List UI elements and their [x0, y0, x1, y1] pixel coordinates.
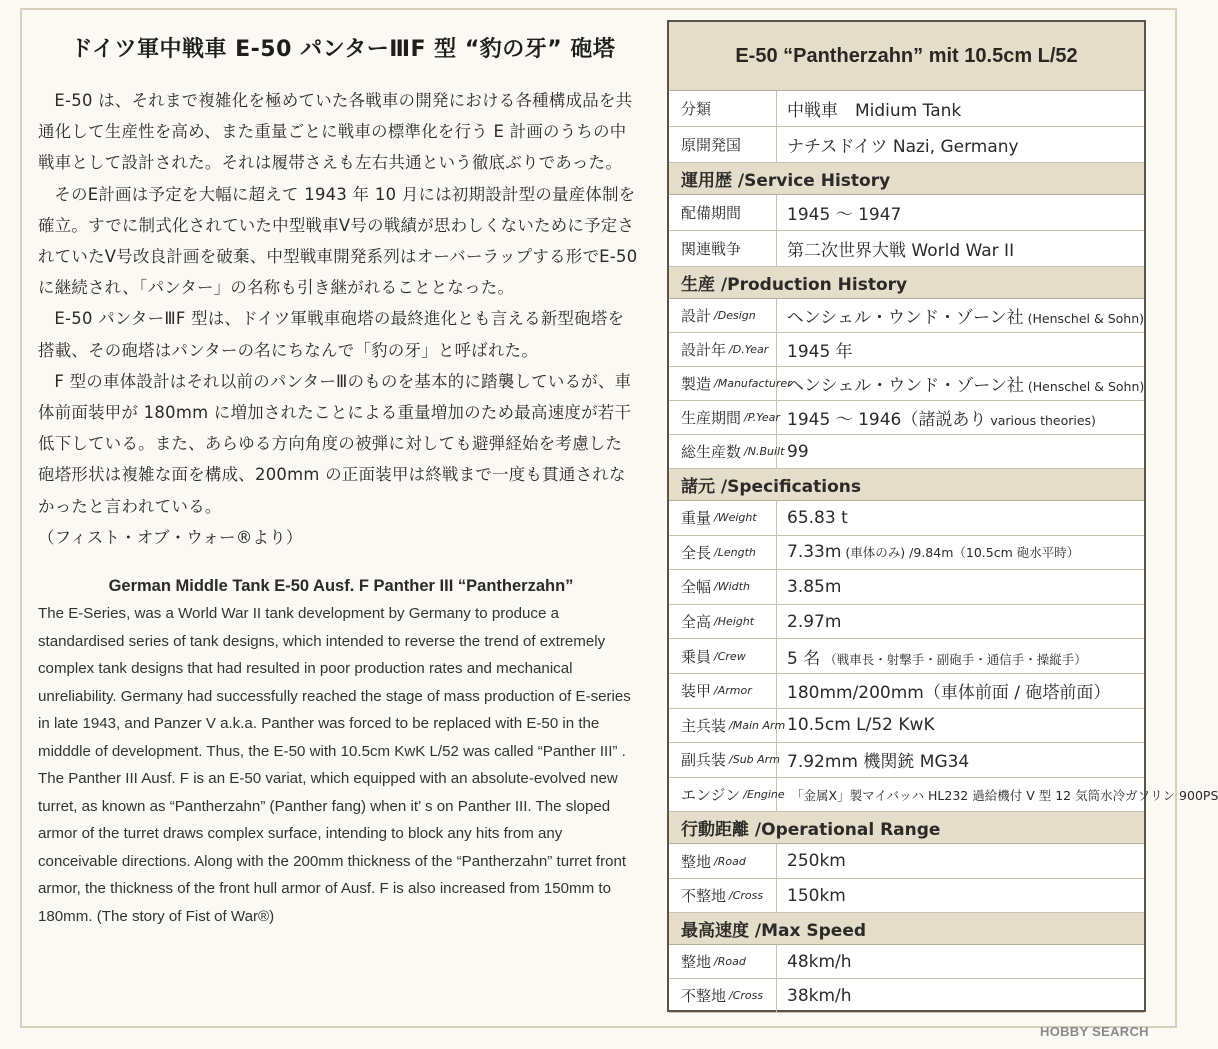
spec-value — [777, 678, 1114, 703]
spec-label — [669, 435, 785, 468]
spec-label-en: /D.Year — [729, 343, 769, 356]
spec-value-note: (Henschel & Sohn) — [1027, 311, 1144, 326]
spec-label-en: /Road — [714, 955, 746, 969]
spec-row — [669, 501, 1144, 536]
spec-label — [669, 570, 777, 604]
spec-row — [669, 639, 1144, 674]
spec-value-main: 150km — [787, 885, 846, 906]
spec-label-en: /Sub Arm — [729, 753, 780, 767]
spec-label-en: /Height — [714, 615, 755, 629]
spec-label-jp: 配備期間 — [681, 204, 742, 222]
spec-label-jp: 装甲 — [681, 682, 712, 701]
spec-value — [777, 200, 905, 225]
spec-row — [669, 127, 1144, 163]
spec-label-en: /P.Year — [744, 411, 780, 424]
spec-title: E-50 “Pantherzahn” mit 10.5cm L/52 — [669, 22, 1144, 91]
spec-label-en: /Crew — [714, 649, 746, 663]
spec-value — [777, 952, 856, 972]
description-column — [38, 32, 638, 930]
spec-label-jp: 副兵装 — [681, 751, 727, 770]
spec-row — [669, 231, 1144, 267]
spec-label — [669, 536, 777, 570]
spec-label-jp: 整地 — [681, 852, 712, 871]
spec-label — [669, 91, 777, 126]
spec-label — [669, 674, 777, 708]
spec-label-jp: 整地 — [681, 953, 712, 972]
spec-value — [777, 508, 852, 528]
spec-value — [777, 747, 973, 772]
spec-value — [777, 303, 1144, 328]
spec-value-main: ヘンシェル・ウンド・ゾーン社 — [787, 376, 1024, 396]
spec-value-main: 38km/h — [787, 985, 852, 1006]
spec-value — [777, 715, 939, 735]
spec-value-main: 180mm/200mm（車体前面 / 砲塔前面） — [787, 683, 1111, 704]
spec-value — [777, 886, 850, 906]
spec-label-jp: 生産期間 — [681, 409, 742, 427]
spec-value-main: 48km/h — [787, 951, 852, 972]
spec-label-jp: 全長 — [681, 543, 712, 562]
spec-label-jp: 不整地 — [681, 887, 727, 906]
spec-row — [669, 401, 1144, 435]
spec-label — [669, 844, 777, 878]
spec-value — [777, 612, 845, 632]
spec-label-jp: 設計 — [681, 307, 712, 325]
spec-value — [777, 851, 850, 871]
spec-row — [669, 536, 1144, 571]
spec-value-main: 中戦車 Midium Tank — [787, 101, 962, 121]
spec-label — [669, 778, 785, 812]
spec-label-en: /Engine — [743, 788, 785, 802]
spec-value-main: 1945 〜 1947 — [787, 205, 902, 225]
section-speed: 最高速度 /Max Speed — [669, 913, 1144, 945]
jp-paragraph-2: そのE計画は予定を大幅に超えて 1943 年 10 月には初期設計型の量産体制を確立。すでに制式化されていた中型戦車Ⅴ号の戦績が思わしくないために予定されていたⅤ号改良計画を破棄、中型戦車開発系列はオーバーラップする形でE-50 に継続され、「パンター」の名称も引き継がれることとなった。 — [38, 184, 638, 298]
en-body: The E-Series, was a World War II tank development by Germany to produce a standardised series of tank designs, which intended to reverse the trend of extremely complex tank designs that had resulted in poor production rates and mechanical unreliability. Germany had successfully reached the stage of mass production of E-series in late 1943, and Panzer V a.k.a. Panther was forced to be replaced with E-50 in the midddle of development. Thus, the E-50 with 10.5cm KwK L/52 was called “Panther III” . The Panther III Ausf. F is an E-50 variat, which equipped with an absolute-evolved new turret, as known as “Pantherzahn” (Panther fang) when it’ s on Panther III. The sloped armor of the turret draws complex surface, intending to block any hits from any conceivable directions. Along with the 200mm thickness of the “Pantherzahn” turret front armor, the thickness of the front hull armor of Ausf. F is also increased from 150mm to 180mm. (The story of Fist of War®) — [38, 605, 631, 925]
spec-value — [777, 786, 1218, 804]
spec-row — [669, 844, 1144, 879]
spec-value — [777, 132, 1023, 157]
spec-value-main: 99 — [787, 441, 809, 462]
spec-value-main: 250km — [787, 851, 846, 872]
spec-value-main: 7.33m — [787, 542, 842, 563]
spec-label — [669, 979, 777, 1012]
spec-label-jp: 全高 — [681, 613, 712, 632]
spec-label-jp: 原開発国 — [681, 136, 742, 154]
spec-value-main: ナチスドイツ Nazi, Germany — [787, 137, 1019, 157]
spec-label-jp: 乗員 — [681, 647, 712, 666]
spec-label-en: /Road — [714, 854, 746, 868]
spec-row — [669, 299, 1144, 333]
spec-label — [669, 879, 777, 913]
spec-label-en: /Cross — [729, 989, 764, 1003]
spec-label — [669, 401, 780, 434]
jp-source: （フィスト・オブ・ウォー®より） — [38, 527, 303, 547]
spec-label — [669, 709, 786, 743]
spec-row — [669, 945, 1144, 979]
spec-value-note: various theories) — [990, 413, 1096, 428]
spec-value-note: （戦車長・射撃手・副砲手・通信手・操縦手） — [824, 651, 1087, 667]
spec-label-jp: 重量 — [681, 509, 712, 528]
spec-row — [669, 879, 1144, 914]
watermark: HOBBY SEARCH — [1040, 1024, 1149, 1039]
spec-label — [669, 231, 777, 266]
spec-row — [669, 367, 1144, 401]
spec-label-jp: 分類 — [681, 100, 712, 118]
spec-row — [669, 979, 1144, 1013]
spec-label-en: /Cross — [729, 889, 764, 903]
spec-value-main: 7.92mm 機関銃 MG34 — [787, 752, 970, 773]
spec-row — [669, 778, 1218, 813]
spec-label-jp: 全幅 — [681, 578, 712, 597]
spec-label-en: /Weight — [714, 511, 757, 525]
spec-label-en: /Armor — [714, 684, 752, 698]
section-production: 生産 /Production History — [669, 267, 1144, 299]
spec-label-jp: 設計年 — [681, 341, 727, 359]
spec-value — [777, 236, 1018, 261]
jp-paragraph-3: E-50 パンターⅢF 型は、ドイツ軍戦車砲塔の最終進化とも言える新型砲塔を搭載、その砲塔はパンターの名にちなんで「豹の牙」と呼ばれた。 — [38, 309, 625, 360]
spec-value-note: (Henschel & Sohn) — [1027, 379, 1145, 394]
spec-value — [777, 96, 965, 121]
jp-paragraph-1: E-50 は、それまで複雑化を極めていた各戦車の開発における各種構成品を共通化して生産性を高め、また重量ごとに戦車の標準化を行う E 計画のうちの中戦車として設計された。それは履帯さえも左右共通という徹底ぶりであった。 — [38, 91, 633, 173]
spec-row — [669, 570, 1144, 605]
spec-label — [669, 743, 780, 777]
spec-value — [777, 405, 1096, 430]
spec-label-en: /Manufacturer — [714, 377, 792, 390]
spec-body — [669, 91, 1218, 1013]
spec-value-main: 2.97m — [787, 611, 842, 632]
spec-value — [777, 986, 856, 1006]
spec-label-jp: 不整地 — [681, 987, 727, 1006]
spec-label-jp: エンジン — [681, 786, 741, 805]
spec-value — [777, 442, 813, 462]
spec-value — [777, 542, 1079, 562]
spec-row — [669, 674, 1144, 709]
spec-label-jp: 総生産数 — [681, 443, 742, 461]
spec-label — [669, 127, 777, 162]
spec-label — [669, 195, 777, 230]
spec-row — [669, 605, 1144, 640]
spec-label-jp: 主兵装 — [681, 716, 727, 735]
spec-value-main: 5 名 — [787, 648, 821, 669]
jp-paragraph-4: F 型の車体設計はそれ以前のパンターⅢのものを基本的に踏襲しているが、車体前面装甲が 180mm に増加されたことによる重量増加のため最高速度が若干低下している。また、あらゆる方向角度の被弾に対しても避弾経始を考慮した砲塔形状は複雑な面を構成、200mm の正面装甲は終戦まで一度も貫通されなかったと言われている。 — [38, 371, 632, 516]
spec-label — [669, 299, 777, 332]
spec-row — [669, 743, 1144, 778]
spec-value-main: 1945 〜 1946（諸説あり — [787, 410, 987, 430]
spec-label — [669, 367, 792, 400]
spec-label-en: /Main Arm — [729, 718, 786, 732]
jp-title: ドイツ軍中戦車 E-50 パンターⅢF 型 “豹の牙” 砲塔 — [70, 37, 616, 62]
spec-label — [669, 945, 777, 978]
spec-value — [777, 371, 1144, 396]
spec-row — [669, 195, 1144, 231]
spec-label — [669, 333, 777, 366]
spec-row — [669, 333, 1144, 367]
spec-row — [669, 435, 1144, 469]
spec-label-en: /Length — [714, 545, 756, 559]
spec-value-main: 第二次世界大戦 World War II — [787, 241, 1015, 261]
section-specs: 諸元 /Specifications — [669, 469, 1144, 501]
spec-value-main: 65.83 t — [787, 507, 848, 528]
spec-label-en: /Design — [714, 309, 756, 322]
spec-value-note: (車体のみ) /9.84m（10.5cm 砲水平時） — [845, 545, 1080, 561]
spec-value-main: 3.85m — [787, 576, 842, 597]
spec-label-en: /N.Built — [744, 445, 785, 458]
spec-value — [777, 644, 1087, 669]
spec-value-main: 1945 年 — [787, 342, 853, 362]
spec-label-jp: 製造 — [681, 375, 712, 393]
spec-row — [669, 709, 1144, 744]
spec-label-jp: 関連戦争 — [681, 240, 742, 258]
spec-value-main: 10.5cm L/52 KwK — [787, 715, 935, 736]
section-service: 運用歴 /Service History — [669, 163, 1144, 195]
spec-value — [777, 577, 845, 597]
spec-value-main: ヘンシェル・ウンド・ゾーン社 — [786, 308, 1024, 328]
spec-value — [777, 337, 857, 362]
spec-label — [669, 639, 777, 673]
spec-label-en: /Width — [714, 580, 750, 594]
spec-row — [669, 91, 1144, 127]
section-range: 行動距離 /Operational Range — [669, 812, 1144, 844]
en-title: German Middle Tank E-50 Ausf. F Panther III “Pantherzahn” — [108, 577, 574, 596]
spec-label — [669, 605, 777, 639]
spec-value-note: 「金属Ⅹ」製マイバッハ HL232 過給機付 V 型 12 気筒水冷ガソリン 900PS — [791, 787, 1218, 803]
spec-label — [669, 501, 777, 535]
spec-table — [667, 20, 1218, 1012]
